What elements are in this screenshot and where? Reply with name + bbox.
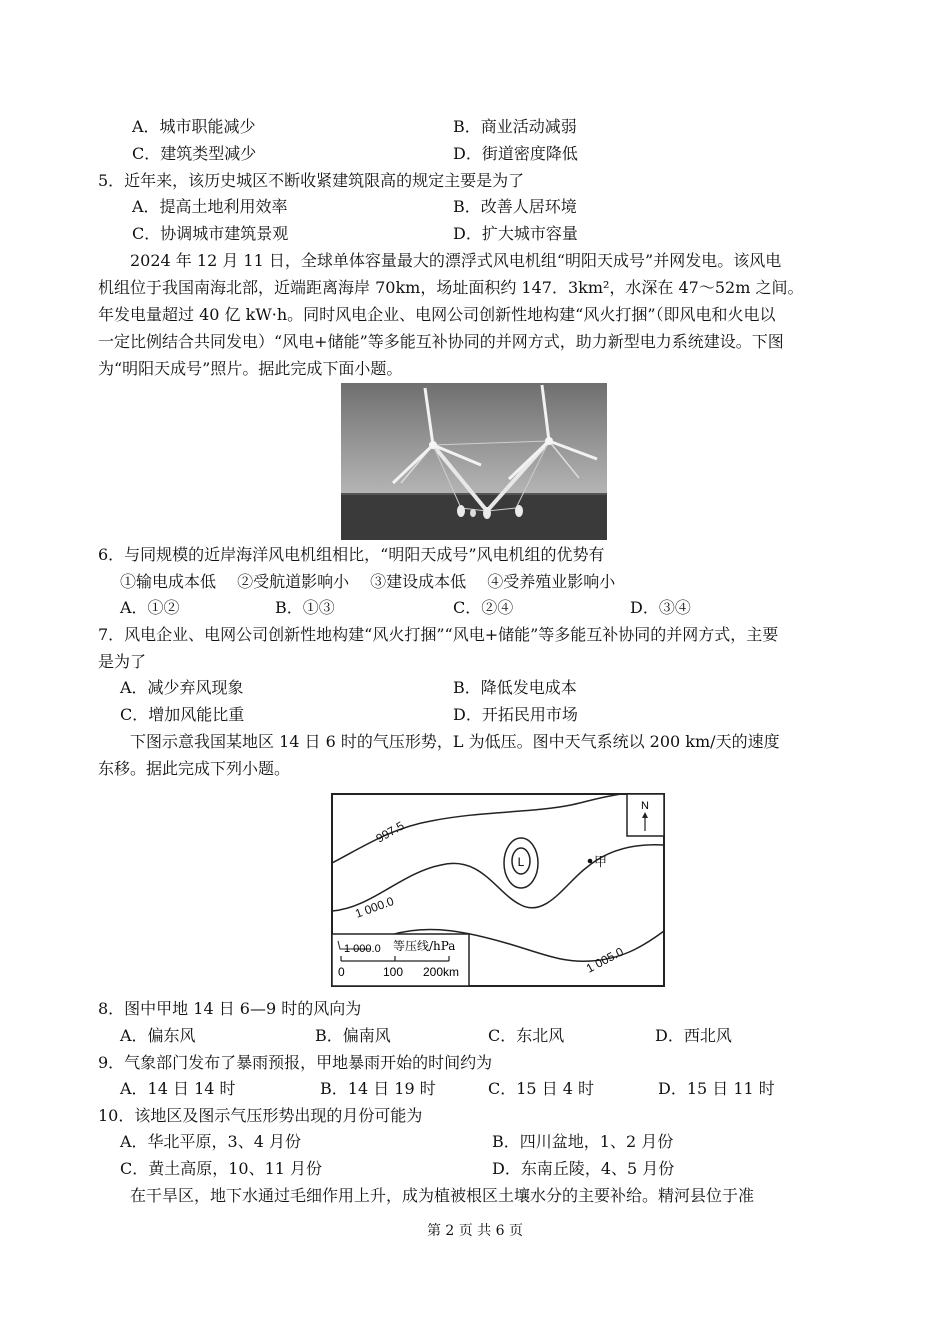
isobar-label-1005: 1 005.0 — [583, 944, 626, 976]
q8-option-b: B．偏南风 — [315, 1026, 391, 1045]
passage2-line-1: 下图示意我国某地区 14 日 6 时的气压形势，L 为低压。图中天气系统以 200 km/天的速度 — [98, 732, 780, 751]
scale-label-100: 100 — [383, 965, 404, 979]
north-label: N — [641, 800, 649, 812]
q7-option-c: C．增加风能比重 — [120, 705, 245, 724]
q10-stem: 10．该地区及图示气压形势出现的月份可能为 — [98, 1106, 423, 1125]
place-dot — [588, 859, 593, 864]
q4-option-a: A．城市职能减少 — [132, 117, 256, 136]
low-label: L — [517, 855, 525, 869]
place-label: 甲 — [594, 855, 608, 870]
q5-option-c: C．协调城市建筑景观 — [132, 224, 289, 243]
q6-option-a: A．①② — [120, 598, 180, 617]
passage1-line-3: 年发电量超过 40 亿 kW·h。同时风电企业、电网公司创新性地构建“风火打捆”（即风电和火电以 — [98, 305, 776, 324]
q6-option-d: D．③④ — [630, 598, 691, 617]
passage1-line-5: 为“明阳天成号”照片。据此完成下面小题。 — [98, 359, 403, 378]
passage1-line-1: 2024 年 12 月 11 日，全球单体容量最大的漂浮式风电机组“明阳天成号”并网发电。该风电 — [98, 251, 782, 270]
q8-option-d: D．西北风 — [655, 1026, 732, 1045]
q9-stem: 9．气象部门发布了暴雨预报，甲地暴雨开始的时间约为 — [98, 1053, 493, 1072]
q8-stem: 8．图中甲地 14 日 6—9 时的风向为 — [98, 999, 362, 1018]
q7-option-a: A．减少弃风现象 — [120, 678, 244, 697]
scale-label-0: 0 — [338, 965, 345, 979]
q4-option-d: D．街道密度降低 — [453, 144, 578, 163]
scale-label-200: 200km — [423, 965, 460, 979]
q10-option-d: D．东南丘陵，4、5 月份 — [492, 1159, 675, 1178]
q9-option-a: A．14 日 14 时 — [120, 1079, 236, 1098]
wind-turbine-photo — [341, 383, 607, 540]
passage1-line-2: 机组位于我国南海北部，近端距离海岸 70km，场址面积约 147．3km²，水深在 47～52m 之间。 — [98, 278, 804, 297]
q7-stem-line-1: 7．风电企业、电网公司创新性地构建“风火打捆”“风电+储能”等多能互补协同的并网方式，主要 — [98, 625, 779, 644]
q9-option-d: D．15 日 11 时 — [658, 1079, 775, 1098]
q6-items: ①输电成本低 ②受航道影响小 ③建设成本低 ④受养殖业影响小 — [120, 572, 616, 591]
isobar-label-997-5: 997.5 — [373, 818, 407, 846]
q7-option-b: B．降低发电成本 — [453, 678, 577, 697]
q6-option-c: C．②④ — [453, 598, 514, 617]
q10-option-b: B．四川盆地，1、2 月份 — [492, 1132, 674, 1151]
pressure-map — [331, 793, 665, 987]
passage2-line-2: 东移。据此完成下列小题。 — [98, 759, 291, 778]
q4-option-c: C．建筑类型减少 — [132, 144, 257, 163]
q5-option-d: D．扩大城市容量 — [453, 224, 578, 243]
q7-stem-line-2: 是为了 — [98, 652, 147, 671]
q5-stem: 5．近年来，该历史城区不断收紧建筑限高的规定主要是为了 — [98, 171, 525, 190]
q4-option-b: B．商业活动减弱 — [453, 117, 577, 136]
page-footer: 第 2 页 共 6 页 — [426, 1223, 524, 1239]
q9-option-c: C．15 日 4 时 — [488, 1079, 595, 1098]
q9-option-b: B．14 日 19 时 — [320, 1079, 436, 1098]
legend-text: 等压线/hPa — [393, 939, 456, 953]
q10-option-c: C．黄土高原，10、11 月份 — [120, 1159, 323, 1178]
q8-option-c: C．东北风 — [488, 1026, 565, 1045]
q8-option-a: A．偏东风 — [120, 1026, 196, 1045]
passage3-line-1: 在干旱区，地下水通过毛细作用上升，成为植被根区土壤水分的主要补给。精河县位于准 — [98, 1186, 755, 1205]
q5-option-b: B．改善人居环境 — [453, 197, 577, 216]
q6-option-b: B．①③ — [275, 598, 335, 617]
passage1-line-4: 一定比例结合共同发电）“风电+储能”等多能互补协同的并网方式，助力新型电力系统建设。下图 — [98, 332, 784, 351]
legend-value: 1 000.0 — [344, 943, 381, 955]
q10-option-a: A．华北平原，3、4 月份 — [120, 1132, 302, 1151]
q6-stem: 6．与同规模的近岸海洋风电机组相比，“明阳天成号”风电机组的优势有 — [98, 545, 605, 564]
q5-option-a: A．提高土地利用效率 — [132, 197, 288, 216]
isobar-label-1000: 1 000.0 — [353, 893, 396, 921]
q7-option-d: D．开拓民用市场 — [453, 705, 578, 724]
